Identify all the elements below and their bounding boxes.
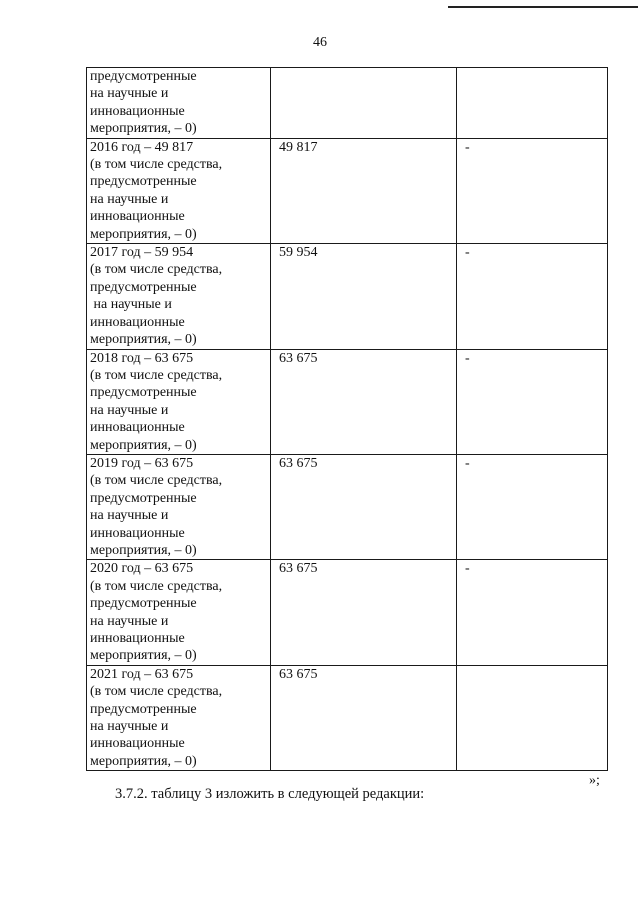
page-number: 46 xyxy=(313,35,327,50)
year-description-cell xyxy=(87,138,271,243)
description-line: (в том числе средства, xyxy=(90,367,223,383)
description-line: на научные и xyxy=(90,508,169,524)
amount-cell xyxy=(271,560,457,665)
description-line: (в том числе средства, xyxy=(90,578,223,594)
description-line: 2021 год – 63 675 xyxy=(90,666,194,682)
amount-cell xyxy=(271,138,457,243)
description-line: (в том числе средства, xyxy=(90,262,223,278)
description-line: инновационные xyxy=(90,736,185,752)
table-row xyxy=(87,68,608,139)
description-line: предусмотренные xyxy=(90,385,197,401)
table-row xyxy=(87,454,608,559)
note-value: - xyxy=(465,350,470,366)
note-value: - xyxy=(465,245,470,261)
description-line: предусмотренные xyxy=(90,279,197,295)
amount-value: 63 675 xyxy=(279,666,318,682)
description-line: мероприятия, – 0) xyxy=(90,648,197,664)
note-value: - xyxy=(465,139,470,155)
note-cell xyxy=(457,665,608,770)
description-line: мероприятия, – 0) xyxy=(90,437,197,453)
description-line: инновационные xyxy=(90,103,185,119)
description-line: предусмотренные xyxy=(90,174,197,190)
note-cell xyxy=(457,68,608,139)
amount-value: 63 675 xyxy=(279,350,318,366)
amount-cell xyxy=(271,454,457,559)
year-description-cell xyxy=(87,665,271,770)
amount-value: 63 675 xyxy=(279,455,318,471)
amendment-instruction: 3.7.2. таблицу 3 изложить в следующей редакции: xyxy=(115,786,425,802)
note-cell xyxy=(457,560,608,665)
description-line: предусмотренные xyxy=(90,490,197,506)
amount-value: 63 675 xyxy=(279,561,318,577)
amount-value: 49 817 xyxy=(279,139,318,155)
description-line: (в том числе средства, xyxy=(90,473,223,489)
description-line: на научные и xyxy=(90,191,169,207)
amount-cell xyxy=(271,665,457,770)
year-description-cell xyxy=(87,244,271,349)
description-line: инновационные xyxy=(90,314,185,330)
description-line: на научные и xyxy=(90,719,169,735)
note-cell xyxy=(457,349,608,454)
funding-table xyxy=(86,67,608,771)
description-line: на научные и xyxy=(90,297,172,313)
amount-cell xyxy=(271,244,457,349)
description-line: на научные и xyxy=(90,402,169,418)
table-row xyxy=(87,244,608,349)
amount-cell xyxy=(271,68,457,139)
amount-value: 59 954 xyxy=(279,245,318,261)
description-line: мероприятия, – 0) xyxy=(90,226,197,242)
description-line: мероприятия, – 0) xyxy=(90,121,197,137)
year-description-cell xyxy=(87,349,271,454)
description-line: на научные и xyxy=(90,613,169,629)
table-row xyxy=(87,560,608,665)
description-line: предусмотренные xyxy=(90,701,197,717)
description-line: предусмотренные xyxy=(90,69,197,84)
table-row xyxy=(87,138,608,243)
year-description-cell xyxy=(87,454,271,559)
table-row xyxy=(87,665,608,770)
description-line: инновационные xyxy=(90,420,185,436)
description-line: 2018 год – 63 675 xyxy=(90,350,194,366)
year-description-cell xyxy=(87,68,271,139)
description-line: 2017 год – 59 954 xyxy=(90,245,194,261)
header-rule xyxy=(448,6,638,8)
description-line: инновационные xyxy=(90,209,185,225)
year-description-cell xyxy=(87,560,271,665)
description-line: мероприятия, – 0) xyxy=(90,332,197,348)
description-line: (в том числе средства, xyxy=(90,684,223,700)
description-line: 2020 год – 63 675 xyxy=(90,561,194,577)
note-value: - xyxy=(465,455,470,471)
amount-cell xyxy=(271,349,457,454)
description-line: 2016 год – 49 817 xyxy=(90,139,194,155)
note-value: - xyxy=(465,561,470,577)
description-line: на научные и xyxy=(90,86,169,102)
closing-quote: »; xyxy=(589,773,600,788)
description-line: предусмотренные xyxy=(90,596,197,612)
description-line: мероприятия, – 0) xyxy=(90,753,197,769)
description-line: 2019 год – 63 675 xyxy=(90,455,194,471)
note-cell xyxy=(457,138,608,243)
table-row xyxy=(87,349,608,454)
description-line: инновационные xyxy=(90,631,185,646)
description-line: (в том числе средства, xyxy=(90,157,223,173)
note-cell xyxy=(457,244,608,349)
note-cell xyxy=(457,454,608,559)
description-line: инновационные xyxy=(90,525,185,541)
description-line: мероприятия, – 0) xyxy=(90,542,197,558)
